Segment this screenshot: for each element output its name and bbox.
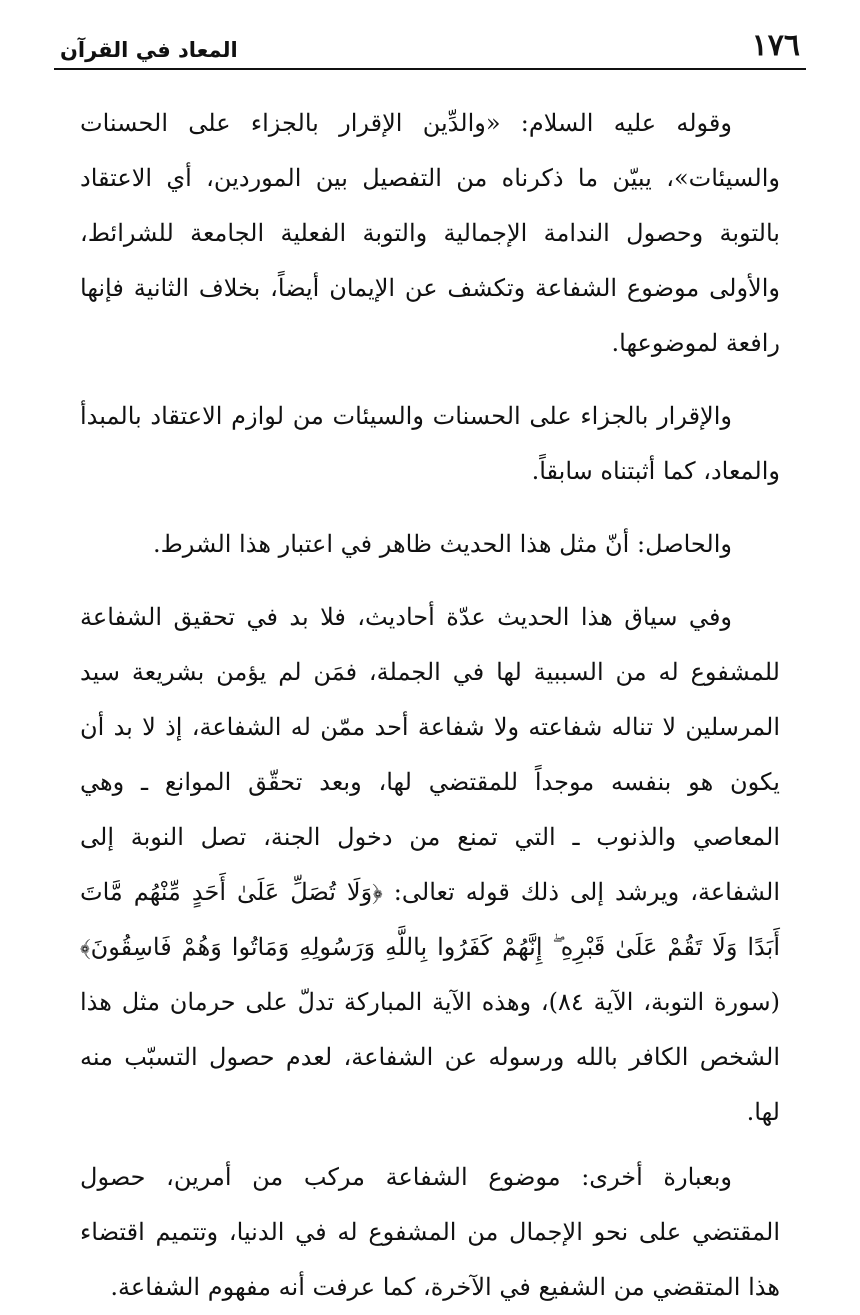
running-title: المعاد في القرآن <box>60 38 238 62</box>
page-number: ١٧٦ <box>751 28 800 63</box>
paragraph-2: والإقرار بالجزاء على الحسنات والسيئات من لوازم الاعتقاد بالمبدأ والمعاد، كما أثبتناه سابقاً. <box>80 402 780 485</box>
paragraph-4: وفي سياق هذا الحديث عدّة أحاديث، فلا بد في تحقيق الشفاعة للمشفوع له من السببية لها في الجملة، فمَن لم يؤمن بشريعة سيد المرسلين لا تناله شفاعته ولا شفاعة أحد ممّن له الشفاعة، إذ لا بد أن يكون هو بنفسه موجداً للمقتضي لها، وبعد تحقّق الموانع ـ وهي المعاصي والذنوب ـ التي تمنع من دخول الجنة، تصل النوبة إلى الشفاعة، ويرشد إلى ذلك قوله تعالى: ﴿وَلَا تُصَلِّ عَلَىٰ أَحَدٍ مِّنْهُم مَّاتَ أَبَدًا وَلَا تَقُمْ عَلَىٰ قَبْرِهِ ۖ إِنَّهُمْ كَفَرُوا بِاللَّهِ وَرَسُولِهِ وَمَاتُوا وَهُمْ فَاسِقُونَ﴾ (سورة التوبة، الآية ٨٤)، وهذه الآية المباركة تدلّ على حرمان مثل هذا الشخص الكافر بالله ورسوله عن الشفاعة، لعدم حصول التسبّب منه لها. <box>80 603 780 1126</box>
body-text <box>80 96 781 1301</box>
page-header <box>54 26 806 70</box>
paragraph-5: وبعبارة أخرى: موضوع الشفاعة مركب من أمرين، حصول المقتضي على نحو الإجمال من المشفوع له في الدنيا، وتتميم اقتضاء هذا المتقضي من الشفيع في الآخرة، كما عرفت أنه مفهوم الشفاعة. <box>80 1163 781 1301</box>
paragraph-3: والحاصل: أنّ مثل هذا الحديث ظاهر في اعتبار هذا الشرط. <box>152 530 732 558</box>
paragraph-1: وقوله عليه السلام: «والدِّين الإقرار بالجزاء على الحسنات والسيئات»، يبيّن ما ذكرناه من التفصيل بين الموردين، أي الاعتقاد بالتوبة وحصول الندامة الإجمالية والتوبة الفعلية الجامعة للشرائط، والأولى موضوع الشفاعة وتكشف عن الإيمان أيضاً، بخلاف الثانية فإنها رافعة لموضوعها. <box>80 109 780 357</box>
header-rule <box>54 68 806 70</box>
